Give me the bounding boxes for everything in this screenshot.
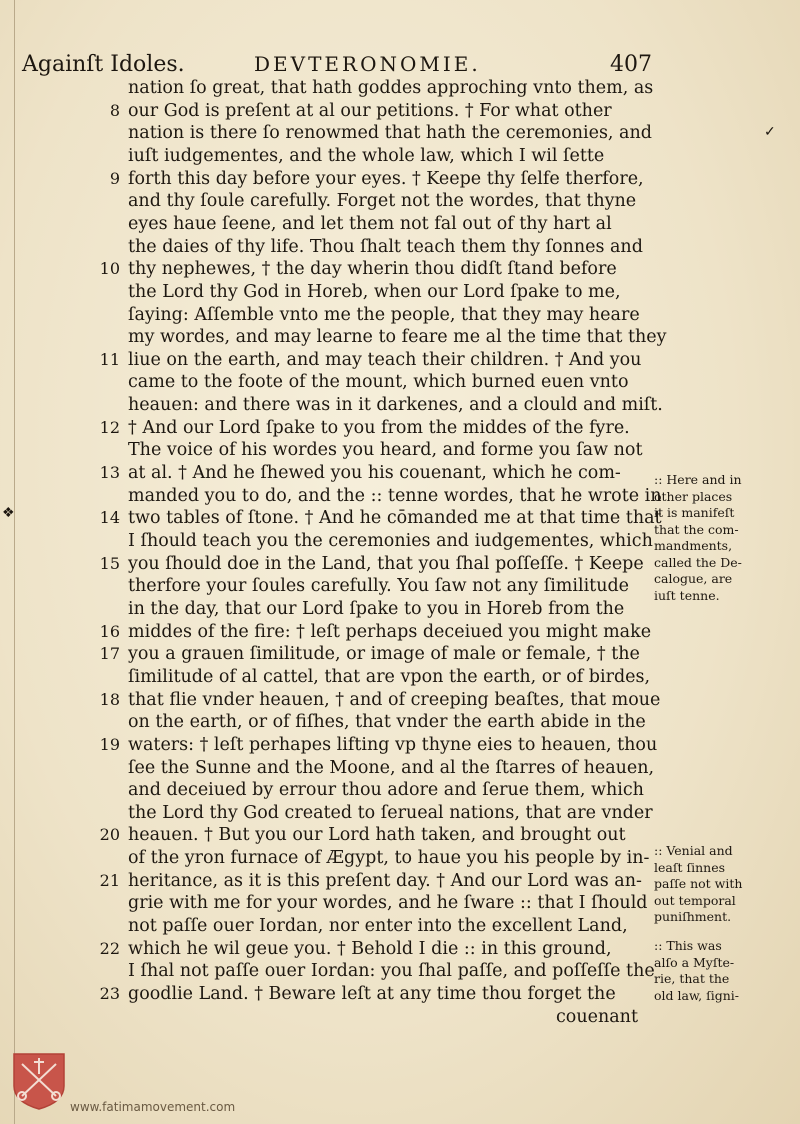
margin-note-line: puniſhment. bbox=[654, 909, 732, 924]
margin-mark: ✓ bbox=[764, 124, 776, 140]
line-text: my wordes, and may learne to feare me al the time that they bbox=[128, 327, 667, 348]
margin-mark-left: ❖ bbox=[2, 505, 15, 521]
catchword: couenant bbox=[556, 1007, 638, 1027]
margin-note-line: :: This was bbox=[654, 938, 722, 953]
margin-note-line: mandments, bbox=[654, 538, 733, 553]
margin-note-line: that the com- bbox=[654, 521, 739, 537]
line-text: our God is preſent at al our petitions. † For what other bbox=[128, 100, 612, 121]
line-text: ſaying: Aſſemble vnto me the people, that they may heare bbox=[128, 304, 640, 325]
line-text: nation ſo great, that hath goddes approching vnto them, as bbox=[128, 78, 654, 98]
line-text: † And our Lord ſpake to you from the middes of the fyre. bbox=[128, 417, 630, 438]
margin-note-line: iuſt tenne. bbox=[654, 587, 720, 603]
line-text: middes of the fire: † leſt perhaps deceiued you might make bbox=[128, 621, 652, 642]
line-text: forth this day before your eyes. † Keepe thy ſelfe therfore, bbox=[128, 168, 644, 189]
line-text: heauen. † But you our Lord hath taken, and brought out bbox=[128, 825, 626, 846]
line-text: came to the foote of the mount, which burned euen vnto bbox=[128, 372, 629, 393]
footer-url[interactable]: www.fatimamovement.com bbox=[70, 1100, 236, 1114]
header-book-title: DEVTERONOMIE. bbox=[254, 52, 481, 76]
margin-note-line: called the De- bbox=[654, 554, 742, 570]
verse-number: 21 bbox=[99, 870, 120, 890]
line-text: in the day, that our Lord ſpake to you in Horeb from the bbox=[128, 598, 625, 619]
line-text: grie with me for your wordes, and he ſware :: that I ſhould bbox=[128, 893, 648, 914]
line-text: the daies of thy life. Thou ſhalt teach them thy ſonnes and bbox=[128, 236, 643, 257]
verse-number: 17 bbox=[99, 644, 120, 664]
line-text: heritance, as it is this preſent day. † And our Lord was an- bbox=[128, 870, 642, 891]
verse-number: 22 bbox=[99, 938, 120, 958]
line-text: therfore your ſoules carefully. You ſaw not any ſimilitude bbox=[128, 576, 630, 597]
line-text: not paſſe ouer Iordan, nor enter into the excellent Land, bbox=[128, 916, 628, 937]
line-text: iuſt iudgementes, and the whole law, which I wil ſette bbox=[128, 145, 605, 166]
verse-number: 16 bbox=[99, 621, 120, 641]
line-text: that flie vnder heauen, † and of creeping beaſtes, that moue bbox=[128, 689, 661, 710]
verse-number: 19 bbox=[99, 734, 120, 754]
header-left-title: Againſt Idoles. bbox=[22, 52, 185, 77]
margin-note-line: paſſe not with bbox=[654, 876, 743, 891]
margin-note-line: it is manifeſt bbox=[654, 505, 735, 520]
line-text: I ſhould teach you the ceremonies and iudgementes, which bbox=[128, 531, 653, 551]
verse-number: 9 bbox=[109, 168, 120, 188]
line-text: liue on the earth, and may teach their children. † And you bbox=[128, 349, 642, 370]
verse-number: 18 bbox=[99, 689, 120, 709]
line-text: two tables of ſtone. † And he cōmanded me at that time that bbox=[128, 508, 662, 529]
line-text: of the yron furnace of Ægypt, to haue you his people by in- bbox=[128, 848, 650, 869]
line-text: ſimilitude of al cattel, that are vpon the earth, or of birdes, bbox=[128, 666, 651, 687]
verse-number: 12 bbox=[99, 417, 120, 437]
line-text: thy nephewes, † the day wherin thou didſt ſtand before bbox=[128, 259, 617, 280]
line-text: which he wil geue you. † Behold I die :: in this ground, bbox=[128, 938, 612, 959]
margin-note-line: :: Venial and bbox=[654, 843, 733, 858]
verse-number: 8 bbox=[109, 100, 120, 120]
line-text: and thy ſoule carefully. Forget not the wordes, that thyne bbox=[128, 191, 637, 212]
margin-note-line: out temporal bbox=[654, 892, 736, 908]
verse-number: 10 bbox=[99, 259, 120, 279]
margin-note-line: old law, ſigni- bbox=[654, 987, 740, 1003]
line-text: nation is there ſo renowmed that hath the ceremonies, and bbox=[128, 123, 652, 144]
verse-number: 15 bbox=[99, 553, 120, 573]
line-text: you a grauen ſimilitude, or image of male or female, † the bbox=[128, 644, 640, 665]
margin-note-line: other places bbox=[654, 488, 733, 504]
margin-note-line: alſo a Myſte- bbox=[654, 954, 735, 970]
line-text: the Lord thy God created to ſerueal nations, that are vnder bbox=[128, 802, 653, 823]
margin-note-line: rie, that the bbox=[654, 971, 730, 986]
line-text: and deceiued by errour thou adore and ſerue them, which bbox=[128, 780, 644, 801]
line-text: manded you to do, and the :: tenne wordes, that he wrote in bbox=[128, 485, 662, 506]
page-edge-line bbox=[14, 0, 15, 1124]
line-text: the Lord thy God in Horeb, when our Lord ſpake to me, bbox=[128, 281, 621, 302]
margin-note-line: leaſt ſinnes bbox=[654, 859, 726, 875]
line-text: ſee the Sunne and the Moone, and al the ſtarres of heauen, bbox=[128, 757, 655, 778]
verse-number: 11 bbox=[99, 349, 120, 369]
line-text: goodlie Land. † Beware leſt at any time thou forget the bbox=[128, 984, 616, 1004]
margin-note-2 bbox=[654, 843, 742, 926]
fatima-movement-logo-icon bbox=[12, 1052, 66, 1110]
line-text: heauen: and there was in it darkenes, and a clould and miſt. bbox=[128, 395, 663, 416]
line-text: at al. † And he ſhewed you his couenant, which he com- bbox=[128, 463, 621, 484]
line-text: I ſhal not paſſe ouer Iordan: you ſhal paſſe, and poſſeſſe the bbox=[128, 961, 655, 982]
margin-note-line: :: Here and in bbox=[654, 472, 742, 487]
line-text: on the earth, or of fiſhes, that vnder the earth abide in the bbox=[128, 712, 646, 733]
line-text: eyes haue ſeene, and let them not fal out of thy hart al bbox=[128, 213, 612, 234]
page-number: 407 bbox=[610, 52, 652, 77]
verse-number: 20 bbox=[99, 825, 120, 845]
margin-note-line: calogue, are bbox=[654, 571, 733, 586]
line-text: The voice of his wordes you heard, and forme you ſaw not bbox=[128, 440, 643, 461]
margin-note-3 bbox=[654, 938, 739, 1004]
line-text: you ſhould doe in the Land, that you ſhal poſſeſſe. † Keepe bbox=[128, 553, 644, 574]
verse-number: 13 bbox=[99, 463, 120, 483]
line-text: waters: † leſt perhapes lifting vp thyne eies to heauen, thou bbox=[128, 734, 658, 755]
verse-number: 14 bbox=[99, 508, 120, 528]
verse-number: 23 bbox=[99, 984, 120, 1003]
margin-note-1 bbox=[654, 472, 742, 604]
